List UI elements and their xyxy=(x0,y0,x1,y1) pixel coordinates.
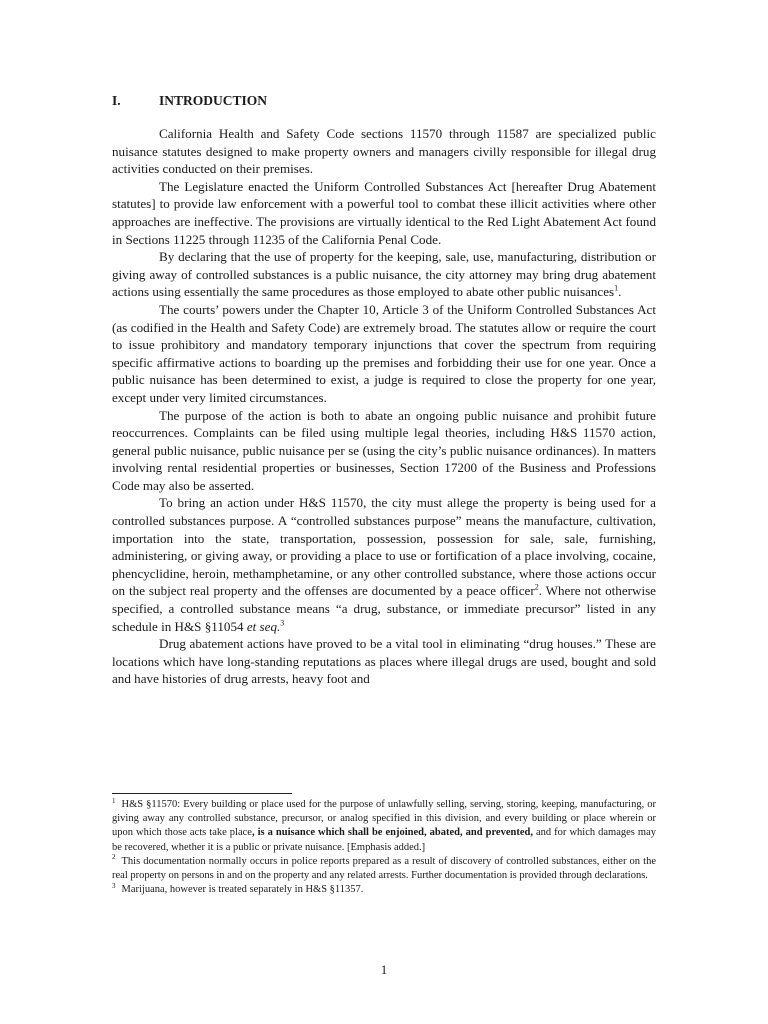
paragraph-2: The Legislature enacted the Uniform Controlled Substances Act [hereafter Drug Abatement statutes] to provide law enforcement with a powerful tool to combat these illicit activities where other approaches are ineffective. The provisions are virtually identical to the Red Light Abatement Act found in Sections 11225 through 11235 of the California Penal Code. xyxy=(112,178,656,247)
paragraph-4: The courts’ powers under the Chapter 10, Article 3 of the Uniform Controlled Substances Act (as codified in the Health and Safety Code) are extremely broad. The statutes allow or require the court to issue prohibitory and mandatory temporary injunctions that cover the spectrum from requiring specific affirmative actions to boarding up the premises and forbidding their use for one year. Once a public nuisance has been determined to exist, a judge is required to close the property for one year, except under very limited circumstances. xyxy=(112,301,656,405)
footnote-ref-1[interactable]: 1 xyxy=(614,283,619,293)
paragraph-6-italic: et seq. xyxy=(246,618,281,634)
footnote-1-bold: , is a nuisance which shall be enjoined, abated, and prevented, xyxy=(251,827,533,839)
paragraph-3-end: . xyxy=(618,284,622,300)
paragraph-6-text-a: To bring an action under H&S 11570, the city must allege the property is being used for a controlled substances purpose. A “controlled substances purpose” means the manufacture, cultivation, importation into the state, transportation, possession, possession for sale, sale, furnishing, administering, or giving away, or providing a place to use or fortification of a place involving, cocaine, phencyclidine, heroin, methamphetamine, or any other controlled substance, where those actions occur on the subject real property and the offenses are documented by a peace officer xyxy=(112,495,656,599)
document-body xyxy=(112,91,656,688)
footnote-2-text: This documentation normally occurs in police reports prepared as a result of discovery of controlled substances, either on the real property on persons in and on the property and any related arrests. Further documentation is provided through declarations. xyxy=(112,855,656,882)
paragraph-5: The purpose of the action is both to abate an ongoing public nuisance and prohibit future reoccurrences. Complaints can be filed using multiple legal theories, including H&S 11570 action, general public nuisance, public nuisance per se (using the city’s public nuisance ordinances). In matters involving rental residential properties or businesses, Section 17200 of the Business and Professions Code may also be asserted. xyxy=(112,407,656,493)
footnote-1 xyxy=(112,798,656,855)
footnote-ref-3[interactable]: 3 xyxy=(280,618,285,628)
footnote-divider xyxy=(112,793,292,794)
section-heading xyxy=(112,91,656,111)
paragraph-6-text-b: . Where not otherwise specified, a controlled substance means “a drug, substance, or immediate precursor” listed in any schedule in H&S §11054 xyxy=(112,583,656,634)
footnote-1-text-a: H&S §11570: Every building or place used for the purpose of unlawfully selling, serving, storing, keeping, manufacturing, or giving away any controlled substance, precursor, or analog specified in this division, and every building or place wherein or upon which those acts take place xyxy=(112,799,656,839)
footnote-ref-2[interactable]: 2 xyxy=(534,583,539,593)
footnote-1-text-b: and for which damages may be recovered, whether it is a public or private nuisance. [Emphasis added.] xyxy=(112,827,656,853)
footnote-1-number: 1 xyxy=(112,796,116,805)
paragraph-1: California Health and Safety Code sections 11570 through 11587 are specialized public nuisance statutes designed to make property owners and managers civilly responsible for illegal drug activities conducted on their premises. xyxy=(112,126,656,177)
paragraph-3-text: By declaring that the use of property for the keeping, sale, use, manufacturing, distribution or giving away of controlled substances is a public nuisance, the city attorney may bring drug abatement actions using essentially the same procedures as those employed to abate other public nuisances xyxy=(112,249,656,300)
footnote-3-text: Marijuana, however is treated separately in H&S §11357. xyxy=(121,884,364,896)
page-number: 1 xyxy=(380,962,388,977)
section-title: INTRODUCTION xyxy=(159,93,268,108)
paragraph-6 xyxy=(112,494,656,635)
paragraph-7: Drug abatement actions have proved to be a vital tool in eliminating “drug houses.” These are locations which have long-standing reputations as places where illegal drugs are used, bought and sold and have histories of drug arrests, heavy foot and xyxy=(112,636,656,687)
footnote-2-number: 2 xyxy=(112,853,116,862)
footnote-2 xyxy=(112,855,656,883)
paragraph-3 xyxy=(112,248,656,301)
footnote-3-number: 3 xyxy=(112,881,116,890)
footnotes xyxy=(112,798,656,897)
section-number: I. xyxy=(112,93,121,108)
footnote-3 xyxy=(112,883,656,897)
